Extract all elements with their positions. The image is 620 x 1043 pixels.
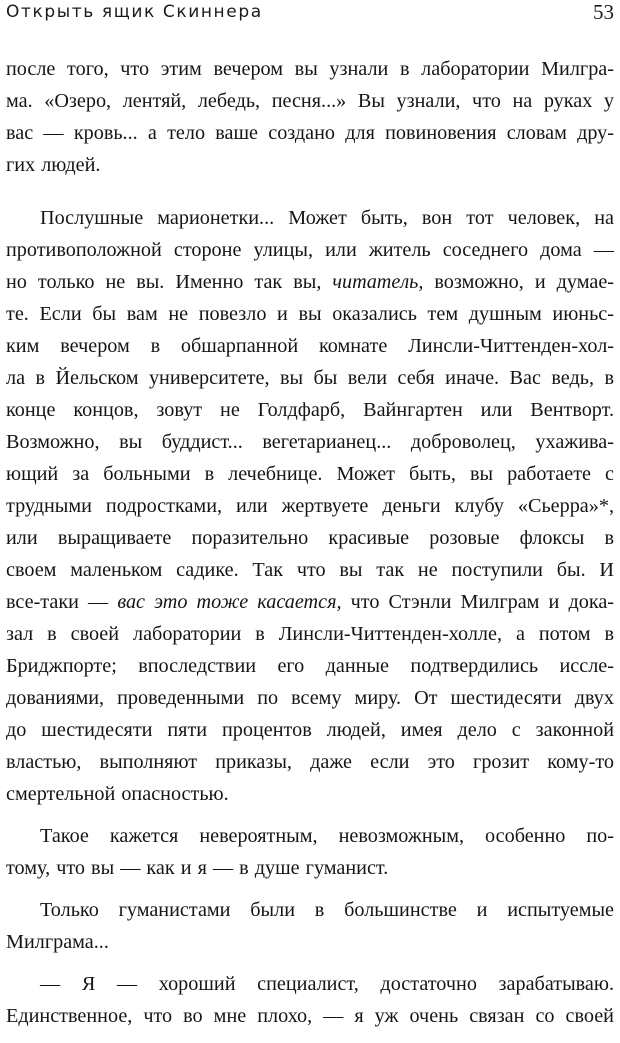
text-segment: возможно, и думае- <box>434 271 615 293</box>
page-number: 53 <box>593 0 614 24</box>
text-line: ющий за больными в лечебнице. Может быть, вы работаете с <box>6 463 614 485</box>
text-line: противоположной стороне улицы, или житель соседнего дома — <box>6 239 614 261</box>
text-line <box>6 267 614 297</box>
text-line: ким вечером в обшарпанной комнате Линсли-Читтенден-хол- <box>6 335 614 357</box>
text-line: вас — кровь... а тело ваше создано для повиновения словам дру- <box>6 122 614 144</box>
text-line: те. Если бы вам не повезло и вы оказались тем душным июньс- <box>6 303 614 325</box>
text-line: трудными подростками, или жертвуете деньги клубу «Сьерра»*, <box>6 495 614 517</box>
text-line: после того, что этим вечером вы узнали в лаборатории Милгра- <box>6 58 614 80</box>
running-header <box>6 2 614 28</box>
text-segment: но только не вы. Именно так вы, <box>6 271 322 293</box>
text-line: Бриджпорте; впоследствии его данные подтвердились иссле- <box>6 655 614 677</box>
text-line: тому, что вы — как и я — в душе гуманист. <box>6 857 389 879</box>
emphasis-text: чumameль, <box>332 271 424 293</box>
text-line: смертельной опасностью. <box>6 783 229 805</box>
text-line: дованиями, проведенными по всему миру. От шестидесяти двух <box>6 687 614 709</box>
text-line <box>6 587 614 617</box>
text-line: до шестидесяти пяти процентов людей, имея дело с законной <box>6 719 614 741</box>
text-line: зал в своей лаборатории в Линсли-Читтенден-холле, а потом в <box>6 623 614 645</box>
emphasis-text: вас это тоже касается, <box>117 591 342 613</box>
text-line: гих людей. <box>6 154 101 176</box>
text-line: или выращиваете поразительно красивые розовые флоксы в <box>6 527 614 549</box>
text-line: — Я — хороший специалист, достаточно зарабатываю. <box>40 973 614 995</box>
text-line: ла в Йельском университете, вы бы вели себя иначе. Вас ведь, в <box>6 367 614 389</box>
text-segment: все-таки — <box>6 591 109 613</box>
text-line: Только гуманистами были в большинстве и испытуемые <box>40 899 614 921</box>
text-line: конце концов, зовут не Голдфарб, Вайнгартен или Вентворт. <box>6 399 614 421</box>
text-line: Послушные марионетки... Может быть, вон тот человек, на <box>40 207 614 229</box>
text-line: своем маленьком садике. Так что вы так не поступили бы. И <box>6 559 614 581</box>
running-title: Открыть ящик Скиннера <box>6 2 263 22</box>
text-line: Единственное, что во мне плохо, — я уж очень связан со своей <box>6 1005 614 1027</box>
text-line: Милграма... <box>6 931 109 953</box>
text-line: властью, выполняют приказы, даже если это грозит кому-то <box>6 751 614 773</box>
text-line: ма. «Озеро, лентяй, лебедь, песня...» Вы узнали, что на руках у <box>6 90 614 112</box>
text-line: Возможно, вы буддист... вегетарианец... доброволец, ухажива- <box>6 431 614 453</box>
text-line: Такое кажется невероятным, невозможным, особенно по- <box>40 825 614 847</box>
text-segment: что Стэнли Милграм и дока- <box>350 591 614 613</box>
